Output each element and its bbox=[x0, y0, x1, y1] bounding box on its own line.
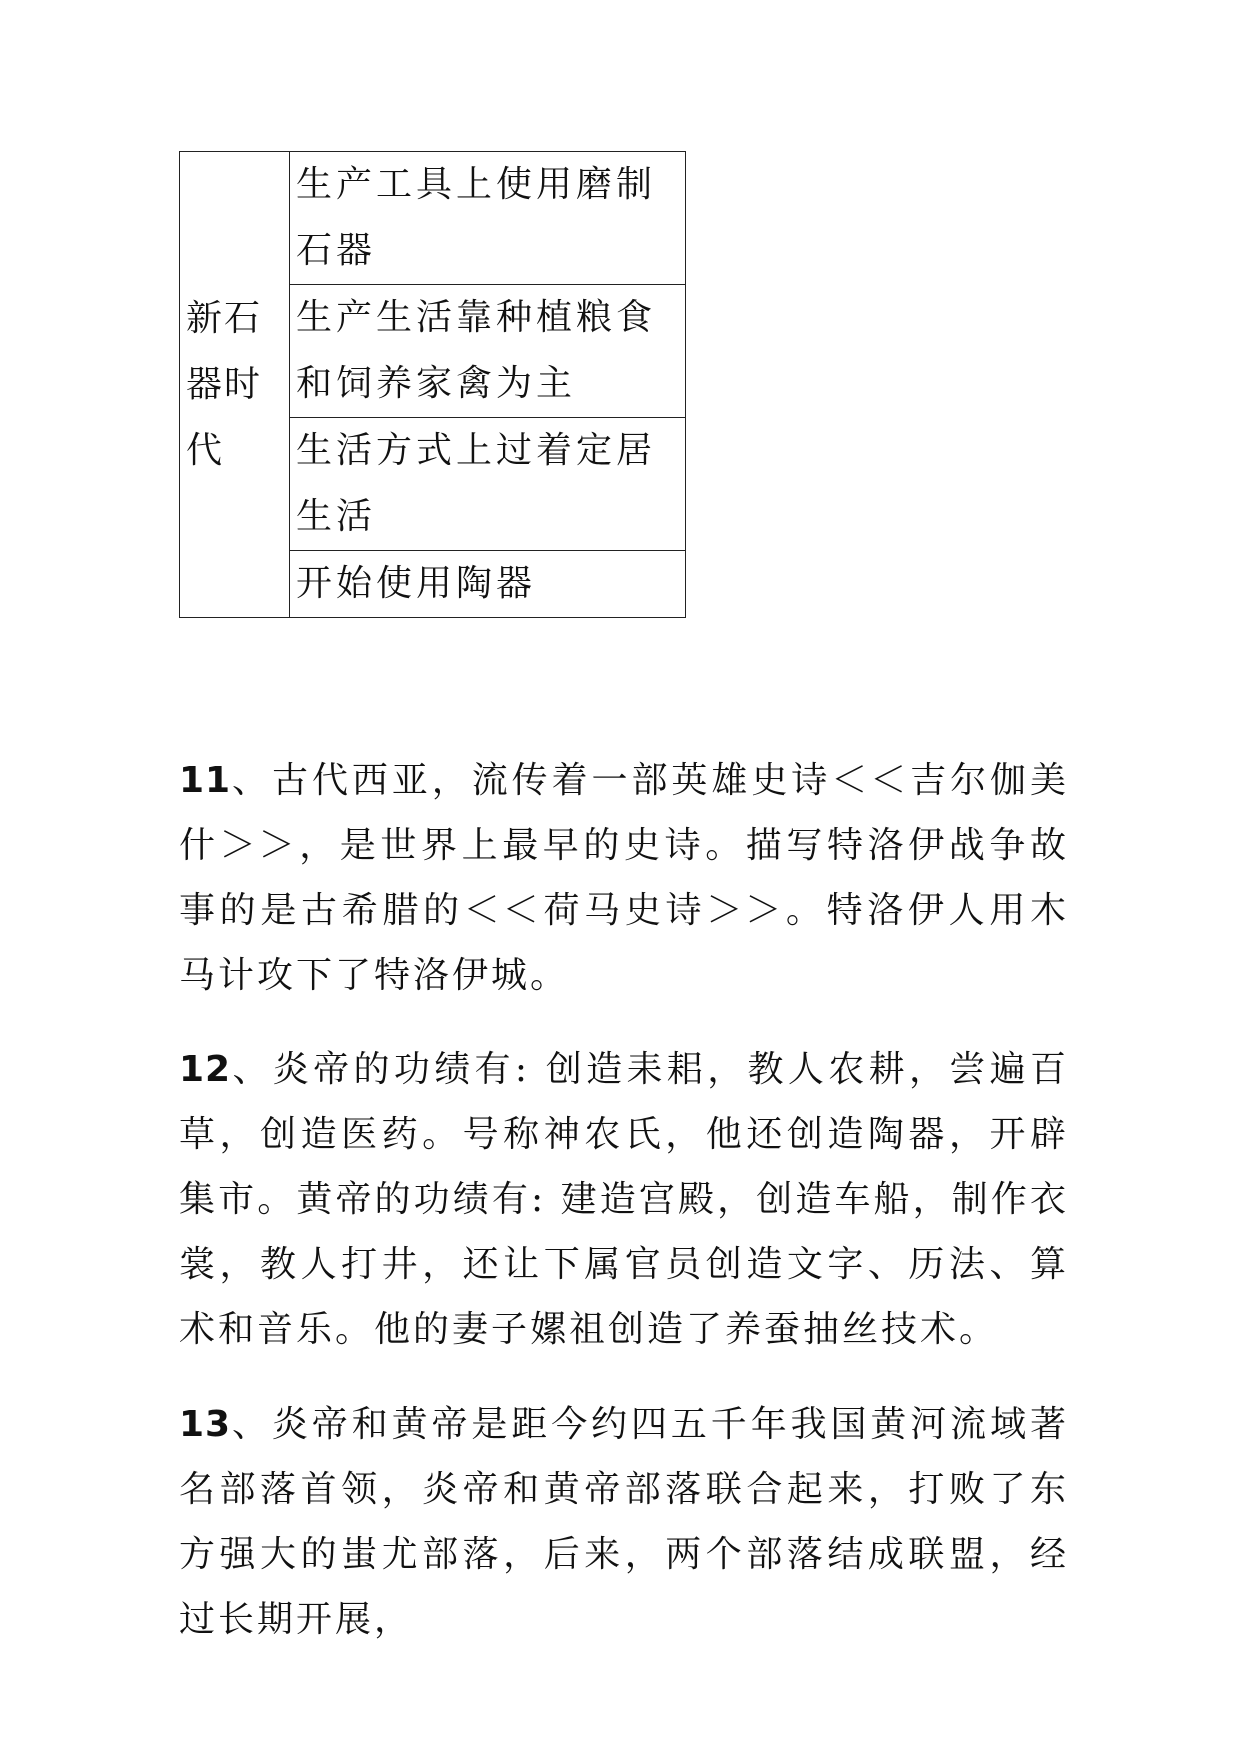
paragraph-number: 13 bbox=[179, 1404, 232, 1445]
paragraph-text: 、古代西亚，流传着一部英雄史诗＜＜吉尔伽美什＞＞，是世界上最早的史诗。描写特洛伊战争故事的是古希腊的＜＜荷马史诗＞＞。特洛伊人用木马计攻下了特洛伊城。 bbox=[179, 760, 1069, 996]
paragraph-text: 、炎帝和黄帝是距今约四五千年我国黄河流域著名部落首领，炎帝和黄帝部落联合起来，打败了东方强大的蚩尤部落，后来，两个部落结成联盟，经过长期开展， bbox=[179, 1404, 1069, 1640]
feature-cell-pottery: 开始使用陶器 bbox=[290, 551, 686, 618]
feature-cell-agriculture: 生产生活靠种植粮食和饲养家禽为主 bbox=[290, 285, 686, 418]
paragraph-number: 11 bbox=[179, 760, 232, 801]
paragraph-11 bbox=[179, 748, 1069, 1008]
paragraph-text: 、炎帝的功绩有: 创造耒耜，教人农耕，尝遍百草，创造医药。号称神农氏，他还创造陶器，开辟集市。黄帝的功绩有: 建造宫殿，创造车船，制作衣裳，教人打井，还让下属官员创造文字、历法、算术和音乐。他的妻子嫘祖创造了养蚕抽丝技术。 bbox=[179, 1049, 1069, 1350]
paragraph-number: 12 bbox=[179, 1049, 232, 1090]
table-row bbox=[180, 152, 686, 285]
paragraph-13 bbox=[179, 1392, 1069, 1652]
era-name-cell: 新石器时代 bbox=[180, 152, 290, 618]
paragraph-12 bbox=[179, 1037, 1069, 1362]
feature-cell-tools: 生产工具上使用磨制石器 bbox=[290, 152, 686, 285]
neolithic-table bbox=[179, 151, 686, 618]
feature-cell-settlement: 生活方式上过着定居生活 bbox=[290, 418, 686, 551]
